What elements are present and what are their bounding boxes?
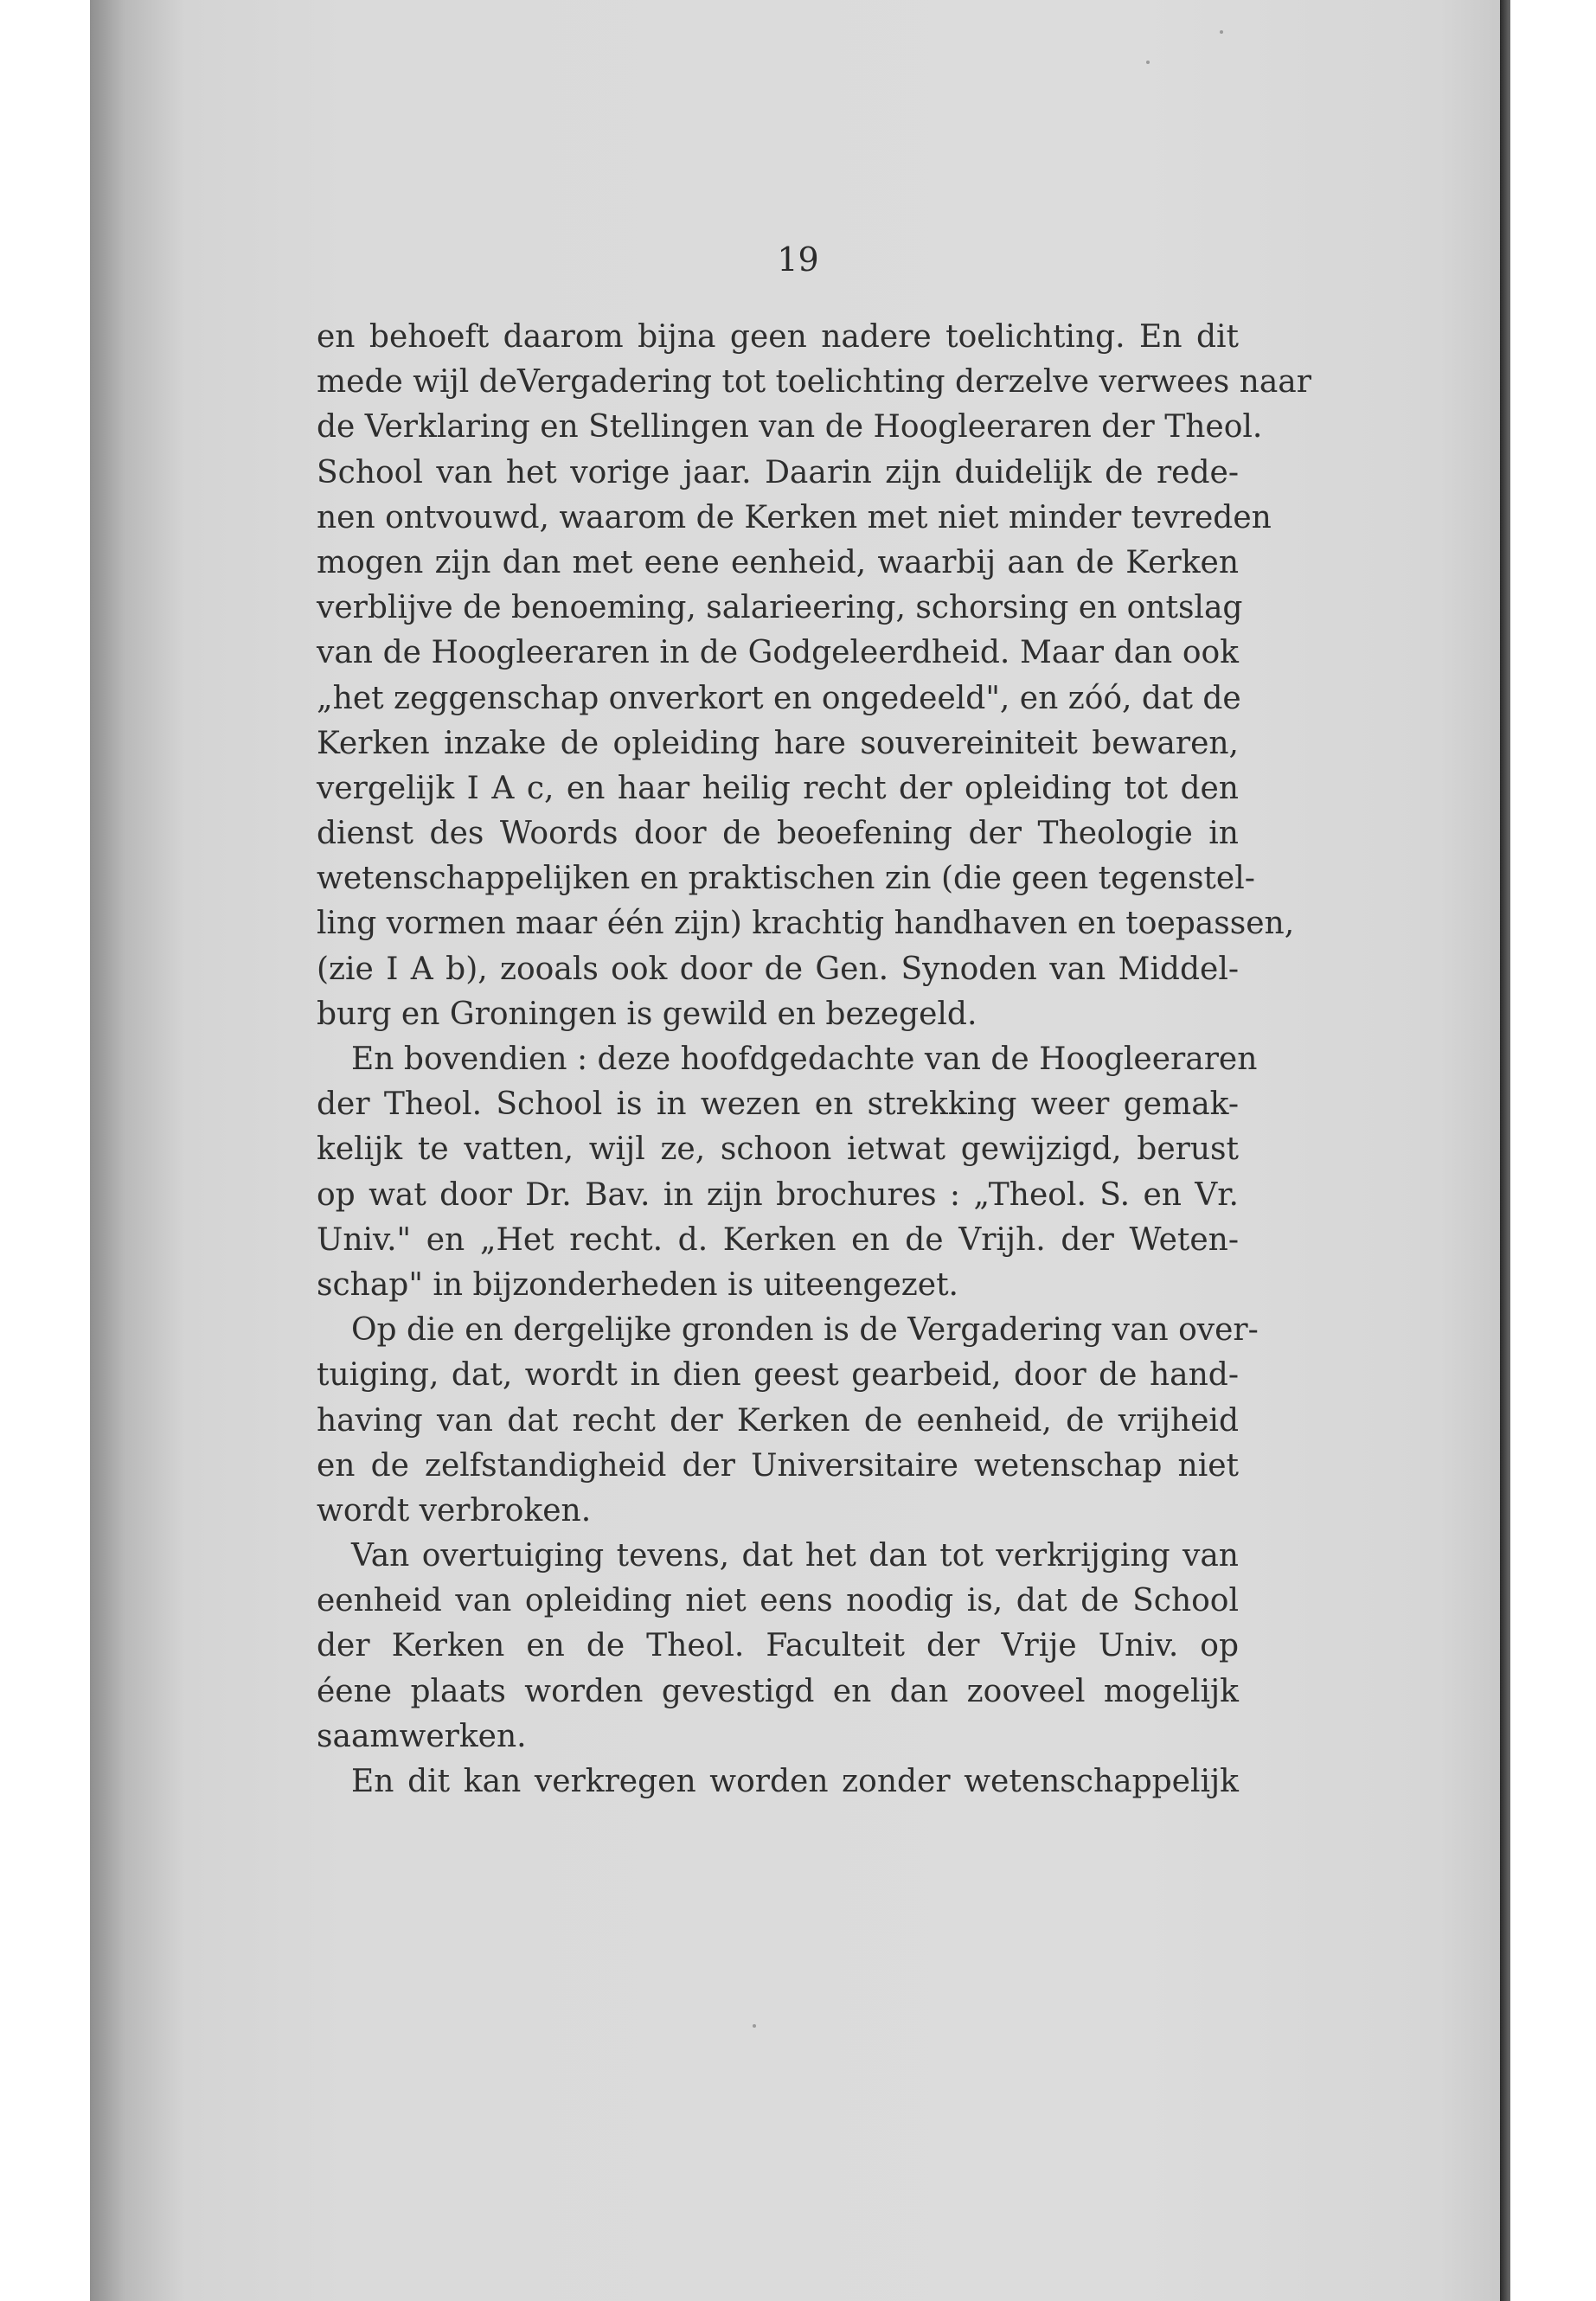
text-line: Univ." en „Het recht. d. Kerken en de Vrijh. der Weten- xyxy=(317,1221,1239,1258)
body-text xyxy=(317,315,1311,1804)
text-line: éene plaats worden gevestigd en dan zooveel mogelijk xyxy=(317,1673,1239,1709)
text-line: wordt verbroken. xyxy=(317,1492,592,1529)
page-number: 19 xyxy=(777,240,819,279)
paper-speck xyxy=(1220,30,1223,34)
text-line: wetenschappelijken en praktischen zin (die geen tegenstel- xyxy=(317,861,1255,897)
text-line: kelijk te vatten, wijl ze, schoon ietwat gewijzigd, berust xyxy=(317,1131,1239,1168)
text-line: Kerken inzake de opleiding hare souvereiniteit bewaren, xyxy=(317,725,1239,761)
text-line: burg en Groningen is gewild en bezegeld. xyxy=(317,996,977,1032)
paper-speck xyxy=(753,2024,756,2028)
text-line: School van het vorige jaar. Daarin zijn duidelijk de rede- xyxy=(317,454,1239,490)
text-line: having van dat recht der Kerken de eenheid, de vrijheid xyxy=(317,1402,1239,1439)
text-line: vergelijk I A c, en haar heilig recht der opleiding tot den xyxy=(317,770,1239,806)
text-line: „het zeggenschap onverkort en ongedeeld", en zóó, dat de xyxy=(317,680,1241,716)
page-edge-shadow xyxy=(1500,0,1510,2301)
text-line: verblijve de benoeming, salarieering, schorsing en ontslag xyxy=(317,590,1243,626)
text-line: op wat door Dr. Bav. in zijn brochures : „Theol. S. en Vr. xyxy=(317,1176,1239,1213)
text-line: der Kerken en de Theol. Faculteit der Vrije Univ. op xyxy=(317,1628,1239,1664)
text-line: nen ontvouwd, waarom de Kerken met niet minder tevreden xyxy=(317,499,1272,535)
text-line: en de zelfstandigheid der Universitaire wetenschap niet xyxy=(317,1447,1239,1484)
text-line: eenheid van opleiding niet eens noodig is, dat de School xyxy=(317,1583,1239,1619)
text-line: van de Hoogleeraren in de Godgeleerdheid. Maar dan ook xyxy=(317,635,1239,671)
text-line: mede wijl deVergadering tot toelichting derzelve verwees naar xyxy=(317,364,1311,401)
text-line: dienst des Woords door de beoefening der Theologie in xyxy=(317,816,1239,852)
text-line: Op die en dergelijke gronden is de Vergadering van over- xyxy=(351,1312,1259,1349)
text-line: ling vormen maar één zijn) krachtig handhaven en toepassen, xyxy=(317,906,1295,942)
text-line: der Theol. School is in wezen en strekking weer gemak- xyxy=(317,1086,1239,1123)
text-line: En dit kan verkregen worden zonder wetenschappelijk xyxy=(351,1764,1239,1799)
text-line: tuiging, dat, wordt in dien geest gearbeid, door de hand- xyxy=(317,1357,1239,1394)
text-line: En bovendien : deze hoofdgedachte van de Hoogleeraren xyxy=(351,1042,1258,1077)
text-line: saamwerken. xyxy=(317,1718,527,1754)
text-line: mogen zijn dan met eene eenheid, waarbij aan de Kerken xyxy=(317,544,1239,580)
paper-speck xyxy=(1146,61,1150,64)
text-line: schap" in bijzonderheden is uiteengezet. xyxy=(317,1266,958,1303)
text-line: Van overtuiging tevens, dat het dan tot verkrijging van xyxy=(351,1538,1239,1574)
text-line: en behoeft daarom bijna geen nadere toelichting. En dit xyxy=(317,319,1239,355)
text-line: de Verklaring en Stellingen van de Hoogleeraren der Theol. xyxy=(317,409,1263,445)
text-line: (zie I A b), zooals ook door de Gen. Synoden van Middel- xyxy=(317,951,1239,987)
